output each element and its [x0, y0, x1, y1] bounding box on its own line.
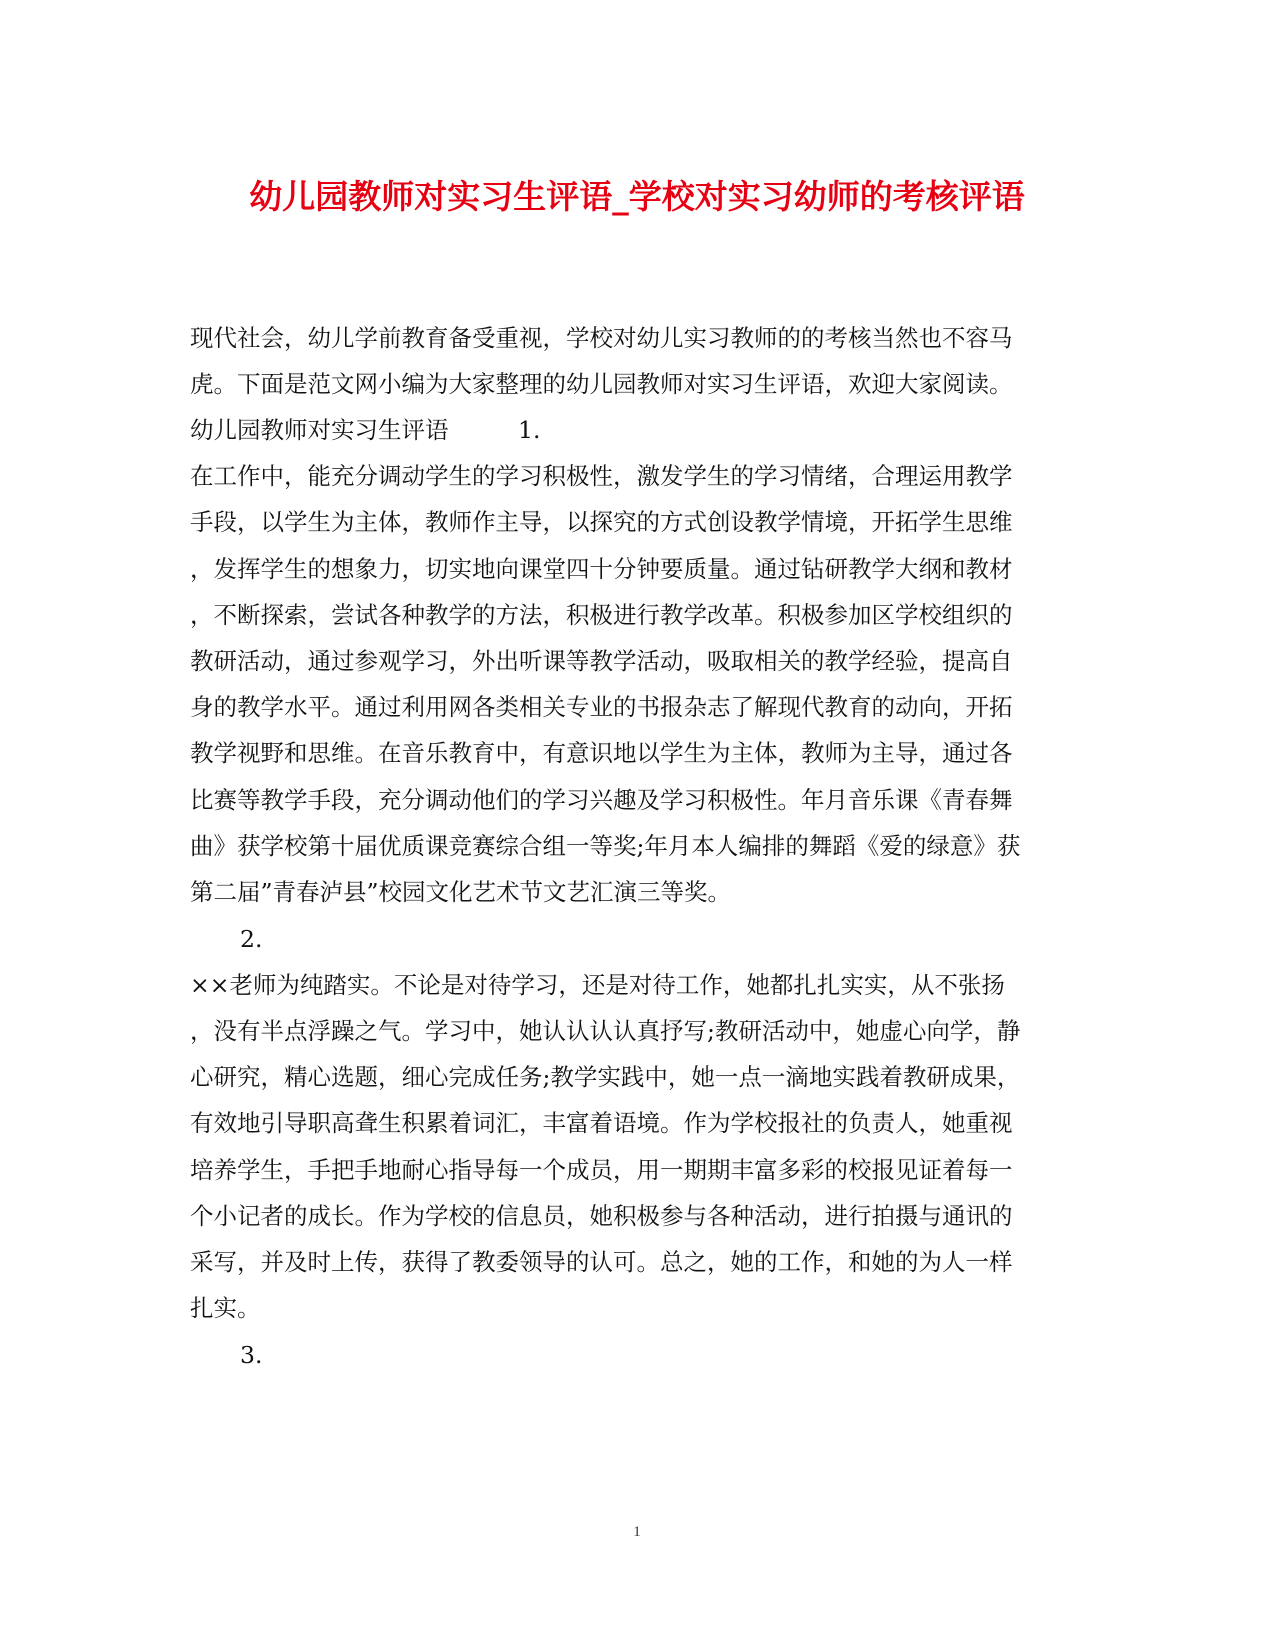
item-2-line-7: 采写，并及时上传，获得了教委领导的认可。总之，她的工作，和她的为人一样 [190, 1248, 1013, 1276]
item-3-number: 3. [240, 1341, 263, 1369]
document-title: 幼儿园教师对实习生评语_学校对实习幼师的考核评语 [249, 177, 1025, 216]
item-2-number: 2. [240, 925, 263, 953]
item-1-line-6: 身的教学水平。通过利用网各类相关专业的书报杂志了解现代教育的动向，开拓 [190, 693, 1013, 721]
item-1-number: 1. [518, 416, 541, 444]
item-1-line-2: 手段，以学生为主体，教师作主导，以探究的方式创设教学情境，开拓学生思维 [190, 508, 1013, 536]
item-2-line-1: ××老师为纯踏实。不论是对待学习，还是对待工作，她都扎扎实实，从不张扬 [190, 971, 1005, 999]
item-1-line-10: 第二届”青春泸县”校园文化艺术节文艺汇演三等奖。 [190, 878, 732, 906]
page-number: 1 [633, 1524, 641, 1540]
item-1-line-5: 教研活动，通过参观学习，外出听课等教学活动，吸取相关的教学经验，提高自 [190, 647, 1013, 675]
item-2-line-3: 心研究，精心选题，细心完成任务;教学实践中，她一点一滴地实践着教研成果， [190, 1063, 1021, 1091]
item-2-line-8: 扎实。 [190, 1294, 261, 1322]
item-2-line-6: 个小记者的成长。作为学校的信息员，她积极参与各种活动，进行拍摄与通讯的 [190, 1202, 1013, 1230]
item-1-line-1: 在工作中，能充分调动学生的学习积极性，激发学生的学习情绪，合理运用教学 [190, 462, 1013, 490]
item-2-line-2: ，没有半点浮躁之气。学习中，她认认认认真抒写;教研活动中，她虚心向学，静 [190, 1017, 1021, 1045]
intro-line-1: 现代社会，幼儿学前教育备受重视，学校对幼儿实习教师的的考核当然也不容马 [190, 324, 1013, 352]
item-1-line-4: ，不断探索，尝试各种教学的方法，积极进行教学改革。积极参加区学校组织的 [190, 601, 1013, 629]
item-2-line-5: 培养学生，手把手地耐心指导每一个成员，用一期期丰富多彩的校报见证着每一 [190, 1156, 1013, 1184]
item-1-line-7: 教学视野和思维。在音乐教育中，有意识地以学生为主体，教师为主导，通过各 [190, 739, 1013, 767]
item-1-line-9: 曲》获学校第十届优质课竞赛综合组一等奖;年月本人编排的舞蹈《爱的绿意》获 [190, 832, 1021, 860]
intro-line-2: 虎。下面是范文网小编为大家整理的幼儿园教师对实习生评语，欢迎大家阅读。 [190, 370, 1013, 398]
item-1-line-3: ，发挥学生的想象力，切实地向课堂四十分钟要质量。通过钻研教学大纲和教材 [190, 555, 1013, 583]
section-heading: 幼儿园教师对实习生评语 [190, 416, 449, 444]
item-2-line-4: 有效地引导职高聋生积累着词汇，丰富着语境。作为学校报社的负责人，她重视 [190, 1109, 1013, 1137]
item-1-line-8: 比赛等教学手段，充分调动他们的学习兴趣及学习积极性。年月音乐课《青春舞 [190, 786, 1013, 814]
section-heading-line [190, 414, 541, 446]
